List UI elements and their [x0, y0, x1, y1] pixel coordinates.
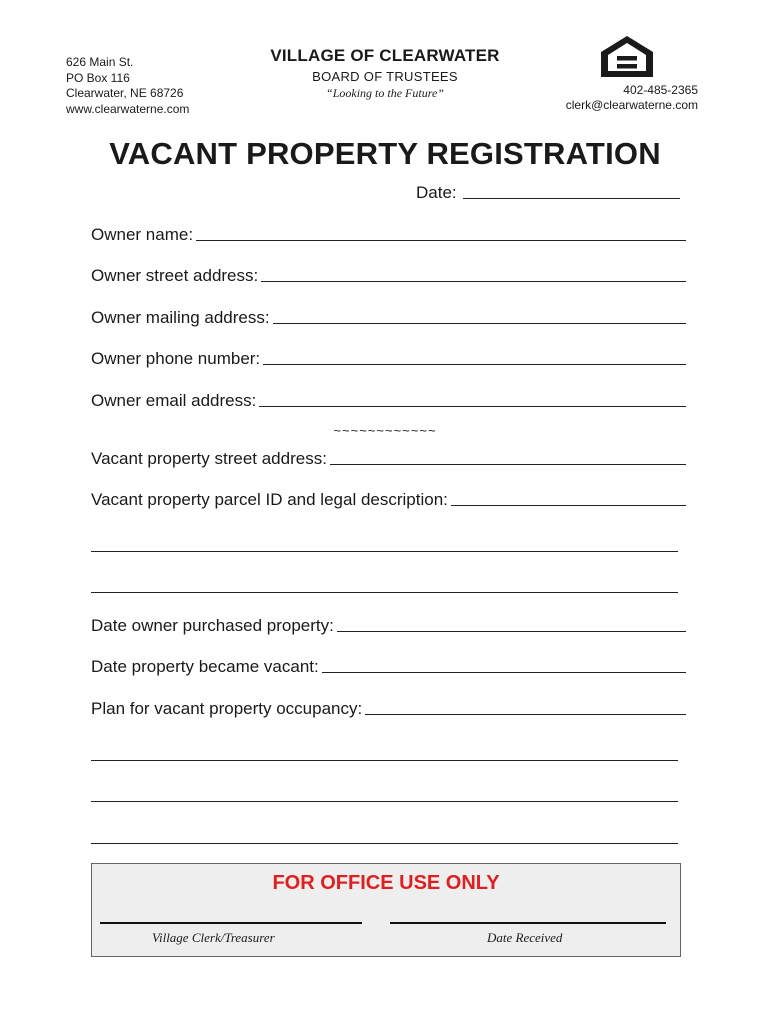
org-contact: [566, 83, 698, 113]
plan-field[interactable]: [91, 699, 686, 719]
date-label: Date:: [416, 183, 457, 202]
owner-street-blank[interactable]: [261, 280, 686, 282]
purchase-date-label: Date owner purchased property:: [91, 616, 334, 635]
owner-email-field[interactable]: [91, 391, 686, 411]
date-blank[interactable]: [463, 198, 680, 199]
vacant-street-label: Vacant property street address:: [91, 449, 327, 468]
owner-email-label: Owner email address:: [91, 391, 257, 410]
parcel-label: Vacant property parcel ID and legal description:: [91, 490, 448, 509]
equal-housing-icon: [598, 34, 656, 78]
clerk-signature-line[interactable]: [100, 922, 362, 924]
vacant-street-field[interactable]: [91, 449, 686, 469]
board-name: BOARD OF TRUSTEES: [312, 69, 458, 84]
owner-mailing-blank[interactable]: [273, 322, 686, 324]
org-name: VILLAGE OF CLEARWATER: [270, 46, 500, 65]
owner-street-label: Owner street address:: [91, 266, 259, 285]
owner-mailing-field[interactable]: [91, 308, 686, 328]
date-field[interactable]: [416, 183, 680, 203]
owner-street-field[interactable]: [91, 266, 686, 286]
parcel-field[interactable]: [91, 490, 686, 510]
address-city: Clearwater, NE 68726: [66, 86, 184, 100]
vacant-date-label: Date property became vacant:: [91, 657, 319, 676]
owner-phone-blank[interactable]: [263, 363, 686, 365]
address-po-box: PO Box 116: [66, 70, 130, 85]
address-street: 626 Main St.: [66, 55, 134, 69]
owner-phone-field[interactable]: [91, 349, 686, 369]
office-use-heading: FOR OFFICE USE ONLY: [272, 872, 500, 894]
owner-name-label: Owner name:: [91, 225, 194, 244]
vacant-street-blank[interactable]: [330, 463, 686, 465]
vacant-date-blank[interactable]: [322, 671, 686, 673]
date-received-caption: Date Received: [487, 930, 563, 945]
parcel-blank-line-3[interactable]: [91, 592, 678, 593]
plan-blank-line-3[interactable]: [91, 801, 678, 802]
office-use-box: [91, 863, 681, 957]
date-received-line[interactable]: [390, 922, 666, 924]
purchase-date-field[interactable]: [91, 616, 686, 636]
owner-phone-label: Owner phone number:: [91, 349, 261, 368]
owner-name-blank[interactable]: [196, 239, 686, 241]
section-separator: ~~~~~~~~~~~~: [333, 423, 437, 438]
motto: “Looking to the Future”: [326, 86, 444, 100]
plan-blank[interactable]: [365, 713, 686, 715]
org-phone: 402-485-2365: [623, 83, 698, 97]
parcel-blank-line-2[interactable]: [91, 551, 678, 552]
page-title: VACANT PROPERTY REGISTRATION: [109, 136, 661, 171]
parcel-blank[interactable]: [451, 504, 686, 506]
plan-blank-line-4[interactable]: [91, 843, 678, 844]
owner-mailing-label: Owner mailing address:: [91, 308, 270, 327]
owner-name-field[interactable]: [91, 225, 686, 245]
clerk-caption: Village Clerk/Treasurer: [152, 930, 275, 945]
purchase-date-blank[interactable]: [337, 630, 686, 632]
owner-email-blank[interactable]: [259, 405, 686, 407]
plan-blank-line-2[interactable]: [91, 760, 678, 761]
plan-label: Plan for vacant property occupancy:: [91, 699, 363, 718]
org-email: clerk@clearwaterne.com: [565, 98, 698, 112]
vacant-date-field[interactable]: [91, 657, 686, 677]
address-website: www.clearwaterne.com: [66, 101, 190, 116]
